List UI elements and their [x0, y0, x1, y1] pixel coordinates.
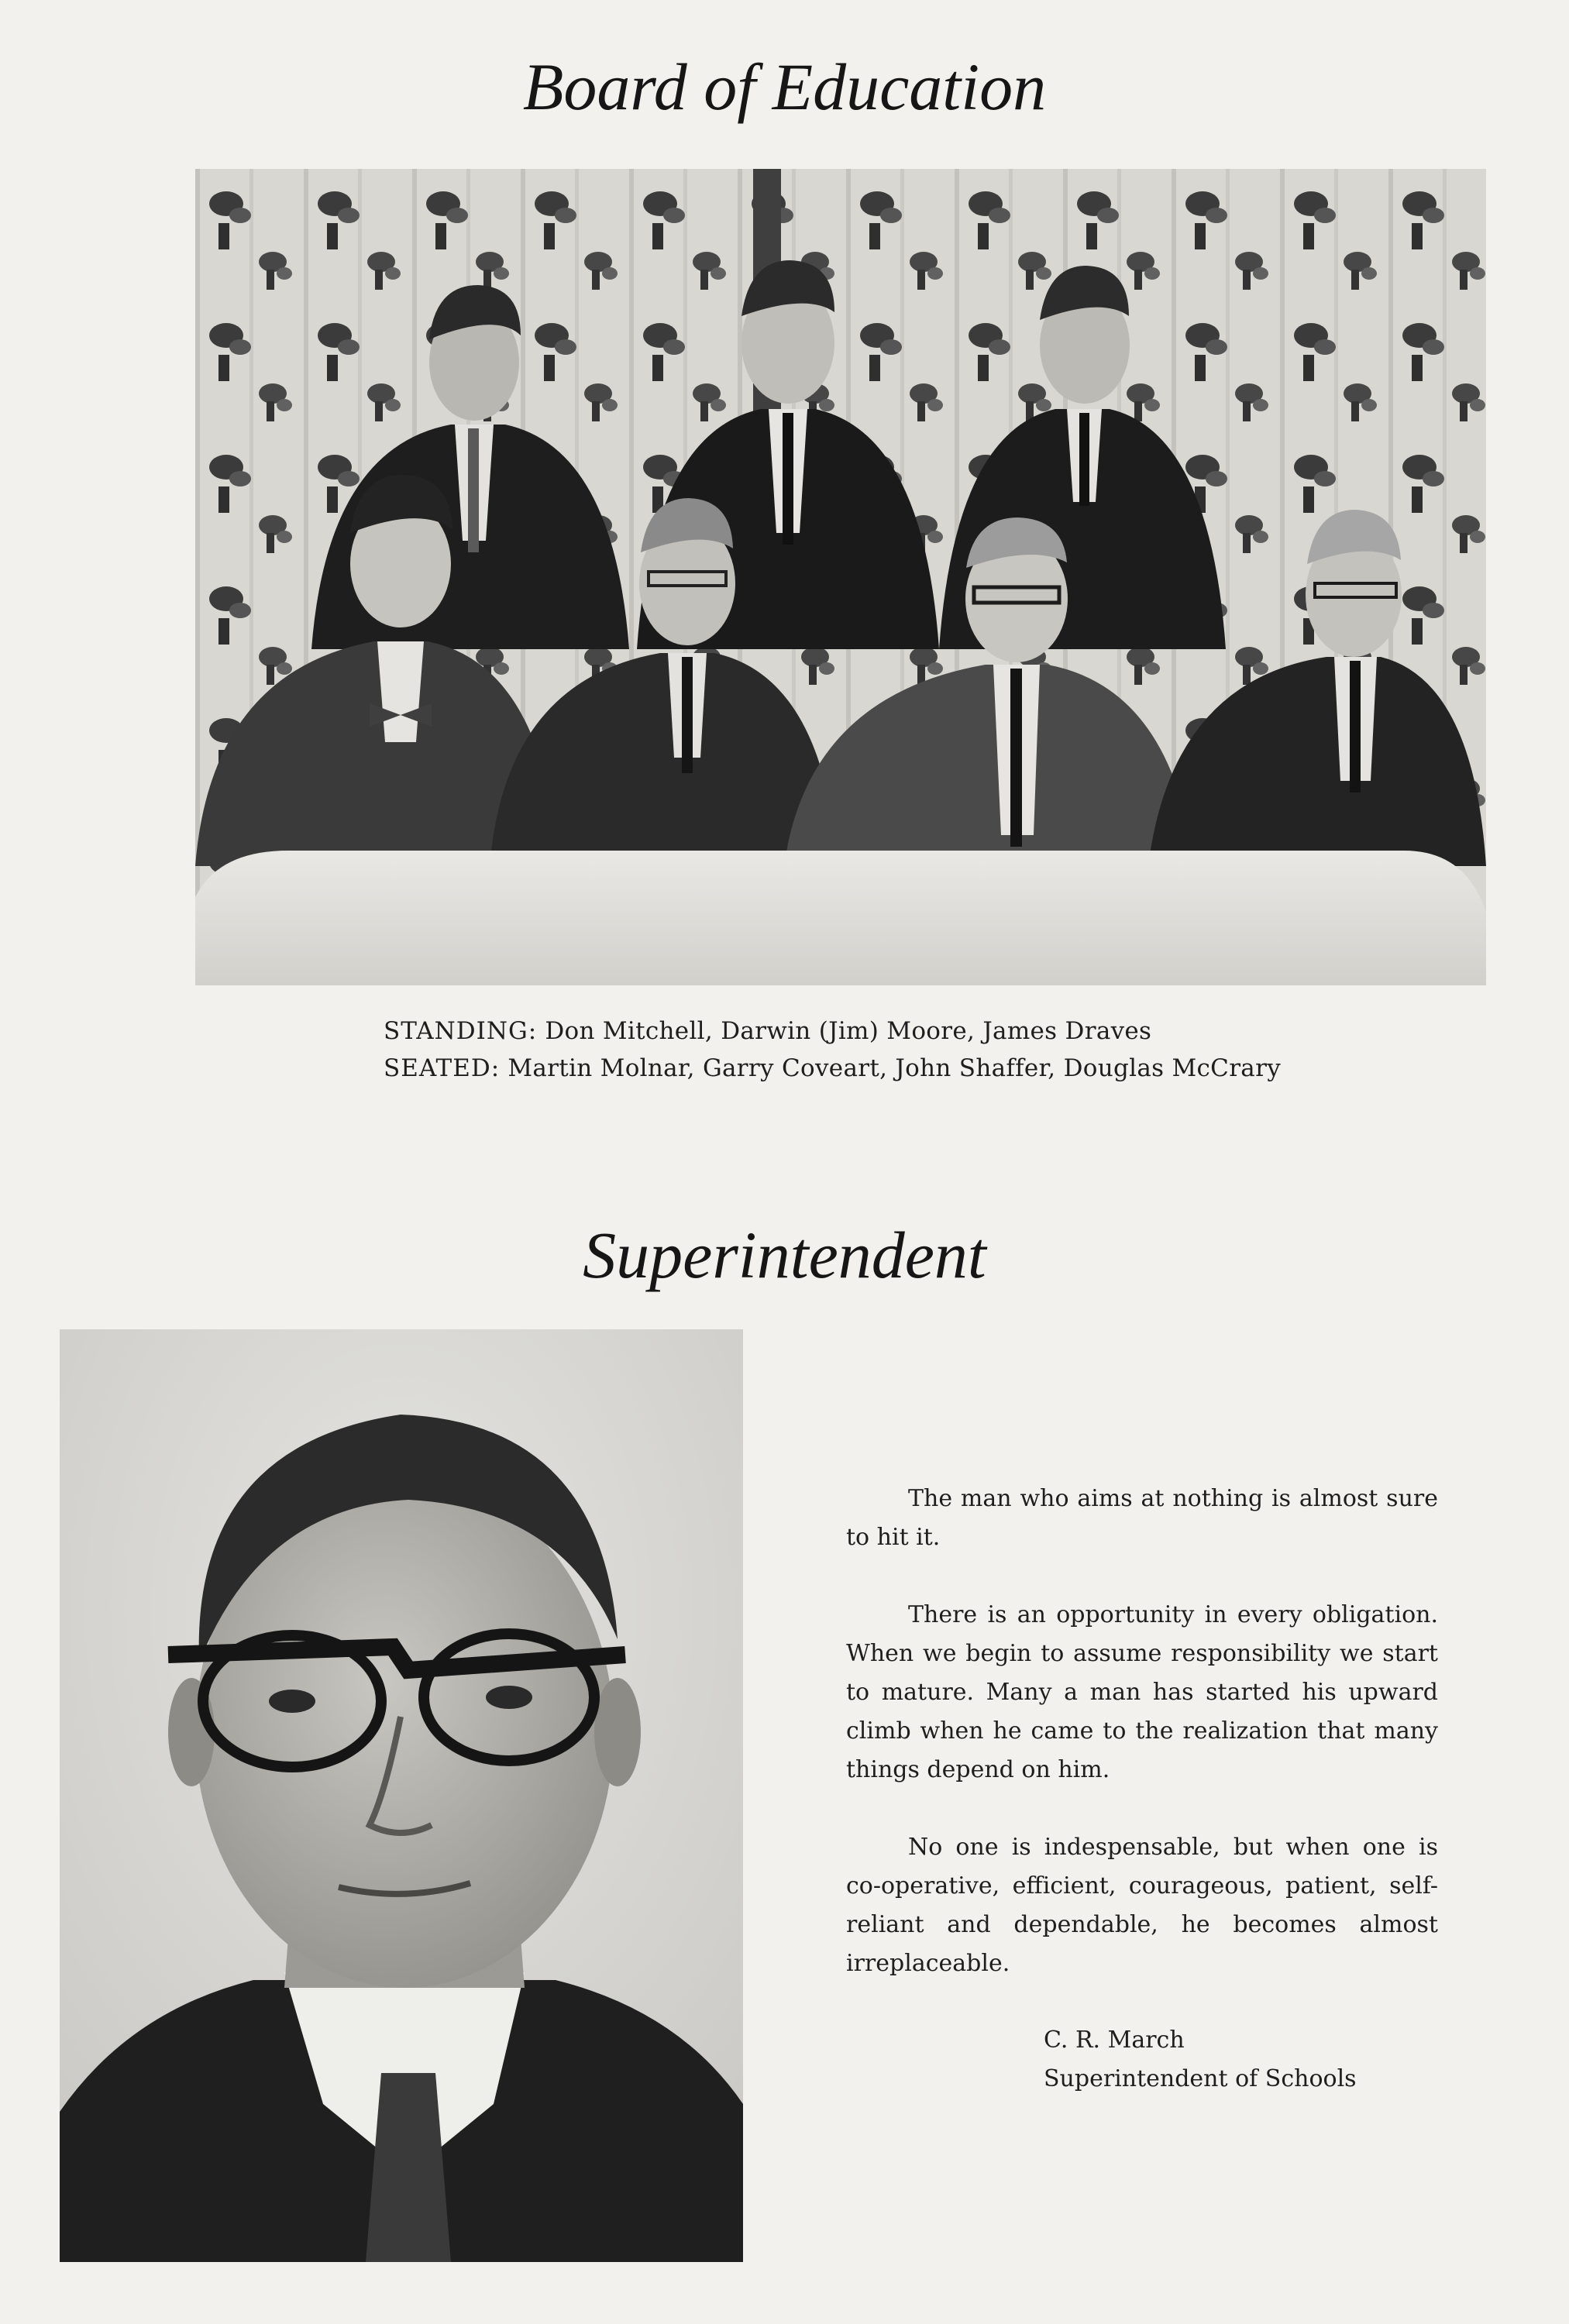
- caption-seated-label: SEATED:: [384, 1054, 501, 1082]
- board-group-photo: [195, 169, 1486, 985]
- message-paragraph-2: There is an opportunity in every obligation. When we begin to assume responsibility we start to mature. Many a man has started his upward climb when he came to the realization that many things depend on him.: [846, 1601, 1438, 1783]
- signature-name: C. R. March: [1044, 2027, 1185, 2054]
- caption-standing: [384, 1017, 1151, 1045]
- caption-standing-names: Don Mitchell, Darwin (Jim) Moore, James Draves: [545, 1017, 1152, 1045]
- caption-seated: [384, 1054, 1281, 1082]
- board-photo-graphic: [195, 169, 1486, 985]
- board-of-education-title: Board of Education: [522, 50, 1047, 124]
- superintendent-title: Superintendent: [583, 1218, 986, 1292]
- signature-title: Superintendent of Schools: [1044, 2065, 1357, 2092]
- superintendent-message: [846, 1480, 1438, 2022]
- message-paragraph-1: The man who aims at nothing is almost sure to hit it.: [846, 1485, 1438, 1551]
- caption-standing-label: STANDING:: [384, 1017, 538, 1045]
- superintendent-portrait-photo: [60, 1329, 743, 2262]
- signature-block: [1044, 2021, 1357, 2099]
- message-paragraph-3: No one is indespensable, but when one is co-operative, efficient, courageous, patient, self-reliant and dependable, he becomes almost irreplaceable.: [846, 1834, 1438, 1977]
- caption-seated-names: Martin Molnar, Garry Coveart, John Shaffer, Douglas McCrary: [508, 1054, 1282, 1082]
- superintendent-photo-graphic: [60, 1329, 743, 2262]
